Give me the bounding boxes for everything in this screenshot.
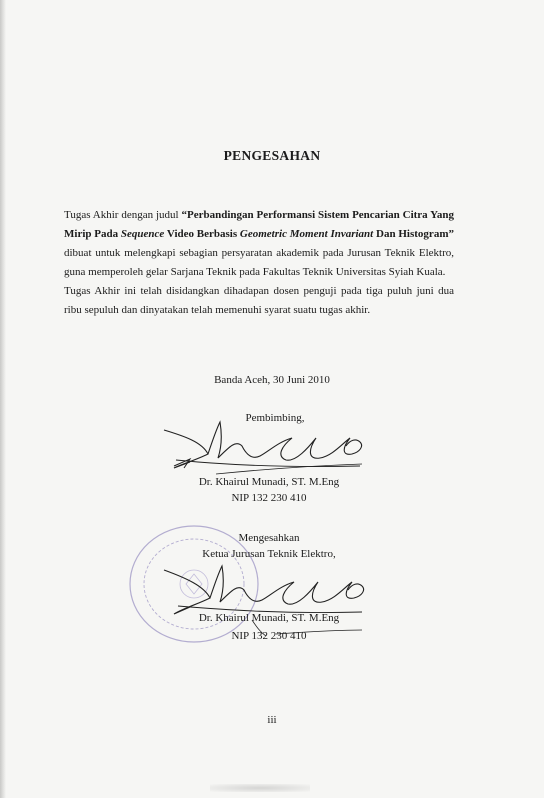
thesis-title-italic1: Sequence: [120, 228, 165, 240]
thesis-title-part2: Video Berbasis: [164, 228, 240, 240]
place-date: Banda Aceh, 30 Juni 2010: [214, 374, 330, 386]
page-edge-shadow: [0, 0, 6, 798]
supervisor-nip: NIP 132 230 410: [231, 492, 307, 504]
thesis-title-part3: Dan Histogram”: [373, 228, 454, 240]
approval-nip: NIP 132 230 410: [231, 630, 307, 642]
paragraph-defense-statement: Tugas Akhir ini telah disidangkan dihadapan dosen penguji pada tiga puluh juni dua ribu sepuluh dan dinyatakan telah memenuhi syarat suatu tugas akhir.: [64, 285, 454, 316]
intro-text: Tugas Akhir dengan judul: [64, 209, 182, 221]
supervisor-name: Dr. Khairul Munadi, ST. M.Eng: [198, 476, 340, 488]
approval-role: Ketua Jurusan Teknik Elektro,: [202, 548, 336, 560]
body-text: [64, 206, 454, 320]
approval-label: Mengesahkan: [238, 532, 300, 544]
paragraph-approval-statement: [64, 206, 454, 282]
supervisor-role: Pembimbing,: [245, 412, 305, 424]
scan-smudge: [210, 784, 310, 792]
paragraph1-rest: dibuat untuk melengkapi sebagian persyaratan akademik pada Jurusan Teknik Elektro, guna memperoleh gelar Sarjana Teknik pada Fakultas Teknik Universitas Syiah Kuala.: [64, 247, 454, 278]
thesis-title-italic2: Geometric Moment Invariant: [239, 228, 374, 240]
page-title: PENGESAHAN: [223, 148, 321, 163]
page-number: iii: [267, 714, 277, 726]
thesis-title-part1: “Perbandingan Performansi Sistem Pencarian Citra Yang Mirip Pada: [64, 209, 454, 240]
approval-name: Dr. Khairul Munadi, ST. M.Eng: [198, 612, 340, 624]
